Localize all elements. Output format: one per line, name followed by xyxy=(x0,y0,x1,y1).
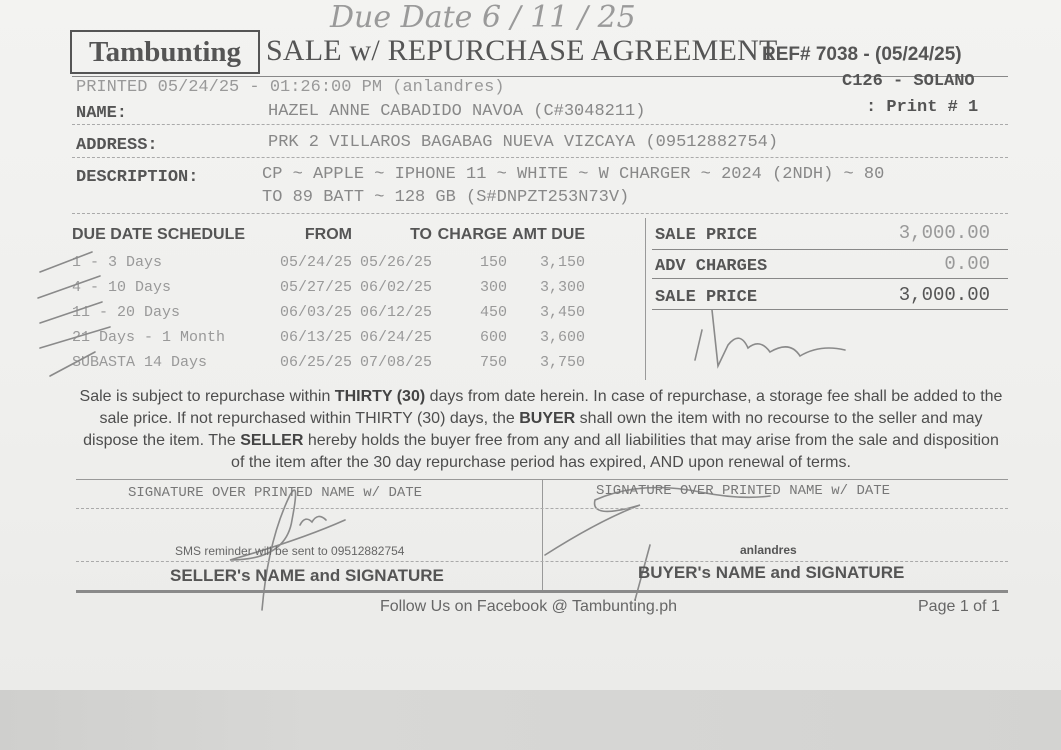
schedule-period: 4 - 10 Days xyxy=(72,279,172,296)
branch-code: C126 - SOLANO xyxy=(842,72,975,91)
schedule-from: 05/27/25 xyxy=(279,279,352,296)
handwritten-due-date: Due Date 6 / 11 / 25 xyxy=(330,0,636,35)
col-header-amt-due: AMT DUE xyxy=(512,226,585,243)
schedule-to: 07/08/25 xyxy=(359,354,432,371)
name-label: NAME: xyxy=(76,104,128,123)
strike-mark-icon xyxy=(40,252,92,272)
schedule-charge: 300 xyxy=(479,279,507,296)
adv-charges-value: 0.00 xyxy=(944,253,990,275)
address-label: ADDRESS: xyxy=(76,136,158,155)
schedule-charge: 450 xyxy=(479,304,507,321)
terms-emphasis: BUYER xyxy=(519,410,576,427)
strike-mark-icon xyxy=(50,352,95,376)
customer-signature-icon xyxy=(695,310,845,366)
description-line-1: CP ~ APPLE ~ IPHONE 11 ~ WHITE ~ W CHARGER ~ 2024 (2NDH) ~ 80 xyxy=(262,165,885,184)
col-header-from: FROM xyxy=(304,226,352,243)
terms-text: shall own the item with no recourse to the seller and may dispose the item. The xyxy=(83,410,983,449)
buyer-signature-header: SIGNATURE OVER PRINTED NAME w/ DATE xyxy=(596,483,891,499)
customer-name: HAZEL ANNE CABADIDO NAVOA (C#3048211) xyxy=(268,102,646,121)
signature-separator xyxy=(542,480,543,590)
schedule-to: 05/26/25 xyxy=(359,254,432,271)
seller-signature-header: SIGNATURE OVER PRINTED NAME w/ DATE xyxy=(128,485,423,501)
schedule-period: 1 - 3 Days xyxy=(72,254,163,271)
schedule-period: 11 - 20 Days xyxy=(72,304,181,321)
terms-text: days from date herein. In case of repurchase, a storage fee shall be added to the sale price. If not repurchased within THIRTY (30) days, the xyxy=(99,388,1003,427)
col-header-charge: CHARGE xyxy=(437,226,507,243)
sms-reminder-note: SMS reminder will be sent to 09512882754 xyxy=(175,544,405,558)
sale-price-value: 3,000.00 xyxy=(898,222,990,244)
document-title: SALE w/ REPURCHASE AGREEMENT xyxy=(266,34,778,67)
print-count: : Print # 1 xyxy=(866,98,979,117)
schedule-charge: 600 xyxy=(479,329,507,346)
strike-mark-icon xyxy=(38,276,100,298)
terms-emphasis: SELLER xyxy=(240,432,304,449)
printed-timestamp: PRINTED 05/24/25 - 01:26:00 PM (anlandres) xyxy=(76,78,505,97)
schedule-from: 06/13/25 xyxy=(279,329,352,346)
schedule-period: SUBASTA 14 Days xyxy=(72,354,208,371)
schedule-period: 21 Days - 1 Month xyxy=(72,329,226,346)
terms-paragraph xyxy=(76,386,1006,474)
col-header-schedule: DUE DATE SCHEDULE xyxy=(72,226,246,243)
description-label: DESCRIPTION: xyxy=(76,168,199,187)
schedule-charge: 150 xyxy=(479,254,507,271)
schedule-charge: 750 xyxy=(479,354,507,371)
agent-name: anlandres xyxy=(740,543,797,557)
schedule-from: 06/25/25 xyxy=(279,354,352,371)
strike-mark-icon xyxy=(40,327,110,348)
schedule-to: 06/24/25 xyxy=(359,329,432,346)
footer-divider xyxy=(76,590,1008,593)
schedule-amt-due: 3,150 xyxy=(539,254,585,271)
brand-logo-box: Tambunting xyxy=(70,30,260,74)
buyer-name-signature-label: BUYER's NAME and SIGNATURE xyxy=(638,563,905,582)
divider xyxy=(76,508,1008,509)
adv-charges-label: ADV CHARGES xyxy=(655,257,768,276)
terms-text: hereby holds the buyer free from any and all liabilities that may arise from the sale and disposition of the item after the 30 day repurchase period has expired, AND upon renewal of terms. xyxy=(231,432,999,471)
col-header-to: TO xyxy=(410,226,432,243)
seller-signature-icon xyxy=(300,516,326,525)
strike-mark-icon xyxy=(40,302,102,323)
total-sale-price-value: 3,000.00 xyxy=(898,284,990,306)
schedule-to: 06/02/25 xyxy=(359,279,432,296)
description-line-2: TO 89 BATT ~ 128 GB (S#DNPZT253N73V) xyxy=(262,188,630,207)
seller-name-signature-label: SELLER's NAME and SIGNATURE xyxy=(170,566,444,585)
schedule-amt-due: 3,450 xyxy=(539,304,585,321)
schedule-from: 05/24/25 xyxy=(279,254,352,271)
customer-address: PRK 2 VILLAROS BAGABAG NUEVA VIZCAYA (09512882754) xyxy=(268,133,779,152)
schedule-amt-due: 3,600 xyxy=(539,329,585,346)
terms-emphasis: THIRTY (30) xyxy=(334,388,426,405)
terms-text: Sale is subject to repurchase within xyxy=(79,388,335,405)
divider xyxy=(76,561,1008,562)
reference-number: REF# 7038 - (05/24/25) xyxy=(762,44,962,65)
schedule-amt-due: 3,750 xyxy=(539,354,585,371)
sale-price-label: SALE PRICE xyxy=(655,226,758,245)
total-sale-price-label: SALE PRICE xyxy=(655,288,758,307)
schedule-amt-due: 3,300 xyxy=(539,279,585,296)
schedule-from: 06/03/25 xyxy=(279,304,352,321)
page-number: Page 1 of 1 xyxy=(918,598,1000,615)
schedule-to: 06/12/25 xyxy=(359,304,432,321)
facebook-follow-text: Follow Us on Facebook @ Tambunting.ph xyxy=(380,598,677,615)
